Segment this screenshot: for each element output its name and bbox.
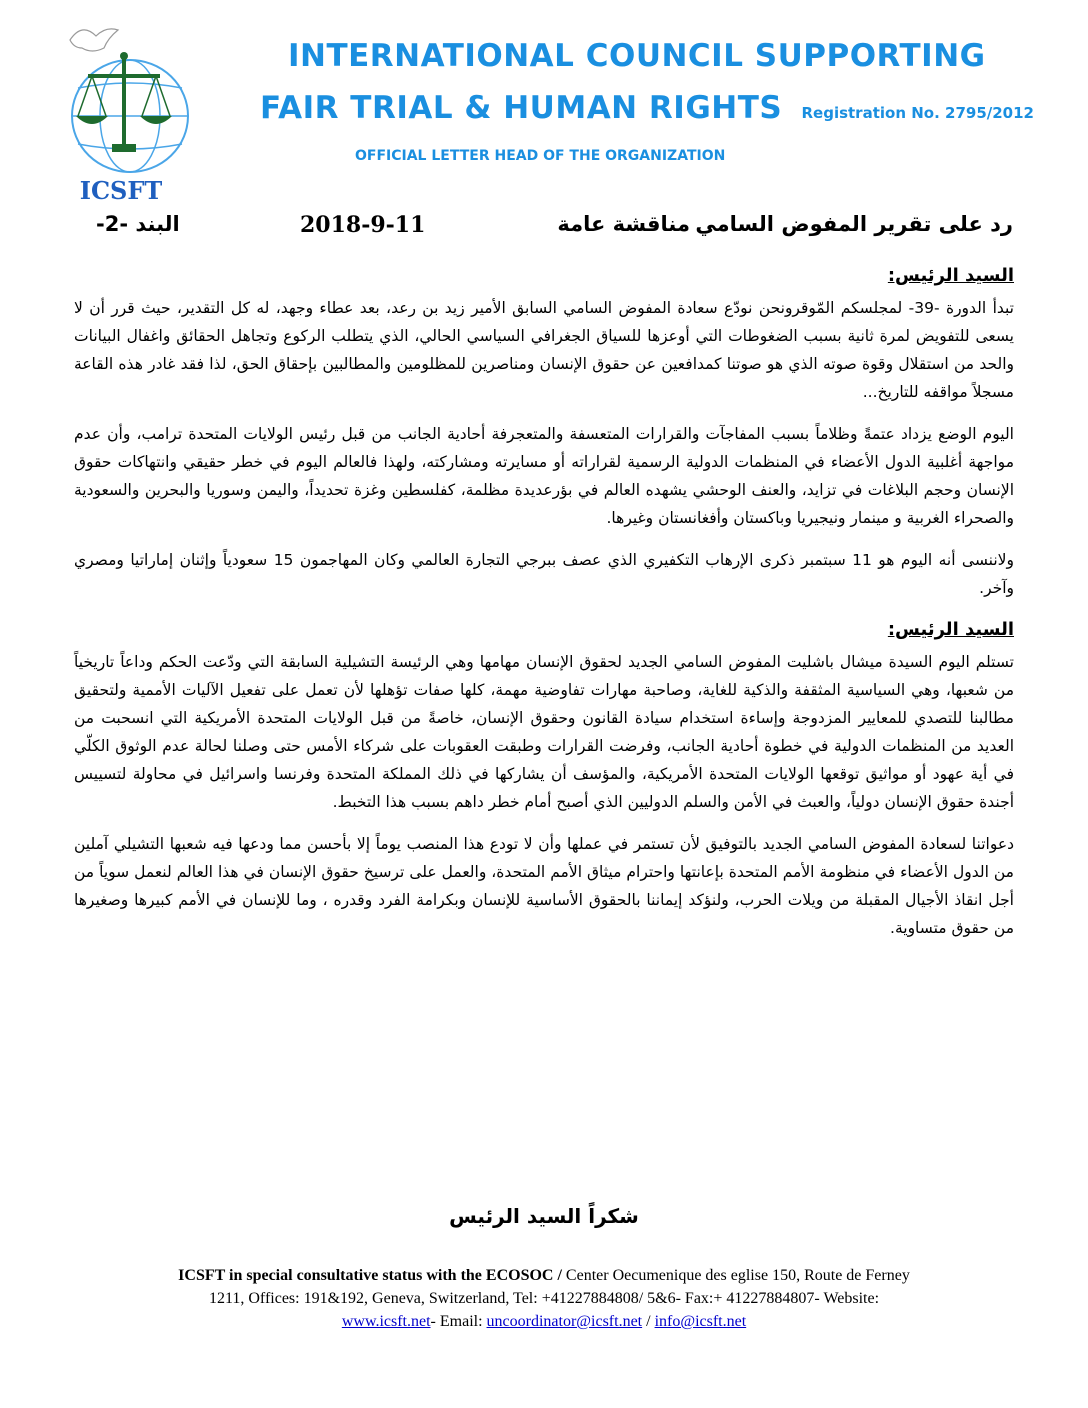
paragraph-2: اليوم الوضع يزداد عتمةً وظلاماً بسبب المفاجآت والقرارات المتعسفة والمتعجرفة أحادية الجانب من قبل رئيس الولايات المتحدة ترامب، وأن عدم مواجهة أغلبية الدول الأعضاء في المنظمات الدولية الرسمية لقراراته أو مسايرته ومشاركته، ولهذا فالعالم اليوم في خطر حقيقي وانتهاكات حقوق الإنسان وحجم البلاغات في تزايد، والعنف الوحشي يشهده العالم في بؤرعديدة مظلمة، كفلسطين وغزة تحديداً، واليمن وسوريا والبحرين والسعودية والصحراء الغربية و مينمار ونيجيريا وباكستان وأفغانستان وغيرها.: [74, 425, 1014, 527]
salutation-first: السيد الرئيس:: [887, 265, 1014, 286]
footer-line-1: [60, 1264, 1028, 1287]
paragraph-1: تبدأ الدورة -39- لمجلسكم المّوقرونحن نودّع سعادة المفوض السامي السابق الأمير زيد بن رعد، بعد عطاء وجهد، له كل التقدير، حيث قرر أن لا يسعى للتفويض لمرة ثانية بسبب الضغوطات التي أوعزها للسياق الجغرافي السياسي الحالي، الذي يتطلب الركوع وتجاهل الحقائق واغفال البيانات والحد من استقلال وقوة صوته الذي هو صوتنا كمدافعين عن حقوق الإنسان ومناصرين للمظلومين والمطالبين بإحقاق الحق، لذا فقد غادر هذه القاعة مسجلاً مواقفه للتاريخ...: [74, 299, 1014, 401]
logo-acronym: ICSFT: [79, 176, 163, 205]
organization-name-line-2: [260, 90, 1060, 126]
footer-address-1: Center Oecumenique des eglise 150, Route de Ferney: [561, 1267, 910, 1284]
letterhead-subtitle: OFFICIAL LETTER HEAD OF THE ORGANIZATION: [355, 148, 726, 164]
email-label: - Email:: [430, 1313, 487, 1330]
footer-address-2: 1211, Offices: 191&192, Geneva, Switzerland, Tel: +41227884808/ 5&6- Fax:+ 41227884807- Website:: [208, 1290, 880, 1307]
paragraph-3: ولاننسى أنه اليوم هو 11 سبتمبر ذكرى الإرهاب التكفيري الذي عصف ببرجي التجارة العالمي وكان المهاجمون 15 سعودياً وإثنان إماراتيا ومصري وآخر.: [74, 551, 1014, 597]
organization-name-line-2-text: FAIR TRIAL & HUMAN RIGHTS: [260, 90, 783, 126]
website-link[interactable]: www.icsft.net: [341, 1313, 431, 1330]
letter-subject: رد على تقرير المفوض السامي: [695, 212, 1013, 236]
email-link-coordinator[interactable]: uncoordinator@icsft.net: [486, 1313, 643, 1330]
letter-date: 2018-9-11: [300, 212, 426, 238]
paragraph-5: دعواتنا لسعادة المفوض السامي الجديد بالتوفيق لأن تستمر في عملها وأن لا تودع هذا المنصب يوماً إلا بأحسن مما ودعها فيه شعبها التشيلي آملين من الدول الأعضاء في منظومة الأمم المتحدة بإعانتها واحترام ميثاق الأمم المتحدة، والعمل على ترسيخ حقوق الإنسان في هذا العالم لنعمل سوياً من أجل انقاذ الأجيال المقبلة من ويلات الحرب، ولنؤكد إيماننا بالحقوق الأساسية للإنسان وبكرامة الفرد وقدره ، وما للإنسان في الأمم كبيرها وصغيرها من حقوق متساوية.: [74, 835, 1014, 937]
registration-number: Registration No. 2795/2012: [801, 104, 1034, 122]
discussion-type: مناقشة عامة: [557, 212, 690, 236]
paragraph-4: تستلم اليوم السيدة ميشال باشليت المفوض السامي الجديد لحقوق الإنسان مهامها وهي الرئيسة التشيلية السابقة التي ودّعت الحكم وداعاً تاريخياً من شعبها، وهي السياسية المثقفة والذكية للغاية، وصاحبة مهارات تفاوضية مهمة، كلها صفات تؤهلها لأن تعمل على تفعيل الآليات الأممية ولتحقيق مطالبنا للتصدي للمعايير المزدوجة وإساءة استخدام سيادة القانون وحقوق الإنسان، خاصةً من قبل الولايات المتحدة الأمريكية التي انسحبت من العديد من المنظمات الدولية في خطوة أحادية الجانب، وفرضت القرارات وطبقت العقوبات على شركاء الأمس حتى وصلنا لحالة عدم الوثوق الكلّي في أية عهود أو مواثيق توقعها الولايات المتحدة الأمريكية، والمؤسف أن يشاركها في ذلك المملكة المتحدة وفرنسا واسرائيل في محاولة لتسييس أجندة حقوق الإنسان دولياً، والعبث في الأمن والسلم الدوليين الذي أصبح أمام خطر داهم بسبب هذا التخبط.: [74, 653, 1014, 811]
footer: [60, 1264, 1028, 1333]
salutation-second: السيد الرئيس:: [887, 619, 1014, 640]
closing-thanks: شكراً السيد الرئيس: [449, 1204, 639, 1228]
letter-body: [74, 262, 1014, 956]
footer-line-3: [60, 1310, 1028, 1333]
email-link-info[interactable]: info@icsft.net: [654, 1313, 747, 1330]
globe-scales-dove-icon: [52, 18, 192, 178]
agenda-item: البند -2-: [96, 212, 180, 236]
organization-name-line-1: INTERNATIONAL COUNCIL SUPPORTING: [288, 38, 986, 74]
email-separator: /: [642, 1313, 655, 1330]
consultative-status: ICSFT in special consultative status with the ECOSOC /: [178, 1267, 562, 1284]
